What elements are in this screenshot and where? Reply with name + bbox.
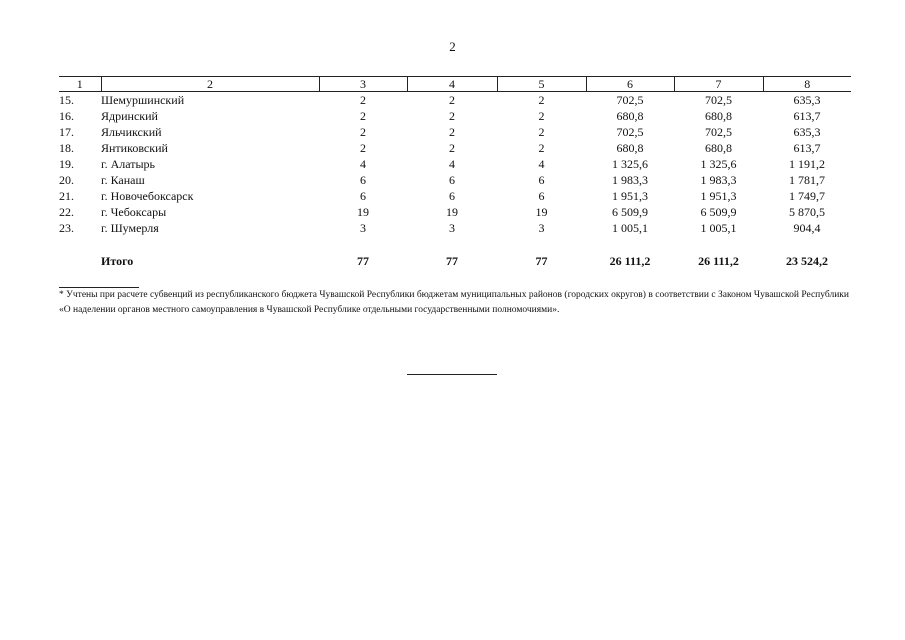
total-c5: 77 (535, 254, 548, 268)
cell-c3: 3 (360, 221, 366, 235)
cell-c4: 2 (449, 141, 455, 155)
table-row (59, 92, 851, 109)
total-c8: 23 524,2 (786, 254, 828, 268)
cell-c3: 4 (360, 157, 366, 171)
row-number: 20. (59, 173, 74, 187)
table-row (59, 172, 851, 188)
total-c7: 26 111,2 (698, 254, 739, 268)
header-cell: 1 (59, 77, 101, 92)
cell-c3: 2 (360, 109, 366, 123)
cell-c6: 1 325,6 (612, 157, 648, 171)
cell-c3: 2 (360, 141, 366, 155)
row-number: 16. (59, 109, 74, 123)
cell-c3: 6 (360, 189, 366, 203)
cell-c3: 2 (360, 125, 366, 139)
cell-c7: 6 509,9 (700, 205, 737, 219)
cell-c3: 2 (360, 93, 366, 107)
row-name: г. Алатырь (101, 157, 156, 171)
row-name: Янтиковский (101, 141, 168, 155)
total-label: Итого (101, 254, 134, 268)
cell-c6: 1 951,3 (612, 189, 648, 203)
header-cell: 6 (586, 77, 674, 92)
cell-c5: 2 (538, 93, 545, 107)
row-name: Яльчикский (101, 125, 162, 139)
table-row (59, 204, 851, 220)
cell-c6: 702,5 (616, 93, 644, 107)
header-cell: 7 (674, 77, 763, 92)
cell-c7: 1 005,1 (700, 221, 737, 235)
cell-c5: 2 (538, 109, 545, 123)
header-cell: 8 (763, 77, 851, 92)
header-cell: 2 (101, 77, 319, 92)
table-row (59, 108, 851, 124)
row-number: 19. (59, 157, 74, 171)
cell-c8: 904,4 (793, 221, 821, 235)
page-number: 2 (449, 39, 456, 54)
cell-c3: 6 (360, 173, 366, 187)
cell-c7: 680,8 (705, 141, 732, 155)
row-number: 22. (59, 205, 74, 219)
row-number: 23. (59, 221, 74, 235)
cell-c6: 1 005,1 (612, 221, 648, 235)
cell-c5: 2 (538, 125, 545, 139)
cell-c4: 6 (449, 189, 455, 203)
row-number: 18. (59, 141, 74, 155)
table-row (59, 140, 851, 156)
cell-c7: 1 983,3 (700, 173, 737, 187)
footnote: * Учтены при расчете субвенций из республиканского бюджета Чувашской Республики бюджетам муниципальных районов (городских округов) в соответствии с Законом Чувашской Республики «О наделении органов местного самоуправления в Чувашской Республике отдельными государственными полномочиями». (59, 290, 849, 315)
cell-c4: 2 (449, 109, 455, 123)
cell-c4: 4 (449, 157, 455, 171)
cell-c6: 1 983,3 (612, 173, 648, 187)
cell-c7: 702,5 (705, 93, 732, 107)
cell-c5: 6 (538, 189, 545, 203)
header-cell: 4 (407, 77, 497, 92)
cell-c5: 4 (538, 157, 545, 171)
cell-c6: 6 509,9 (612, 205, 648, 219)
row-name: Ядринский (101, 109, 158, 123)
total-row (59, 253, 851, 269)
row-name: г. Шумерля (101, 221, 159, 235)
row-number: 21. (59, 189, 74, 203)
cell-c4: 19 (446, 205, 458, 219)
end-divider (407, 374, 497, 375)
cell-c8: 1 781,7 (789, 173, 825, 187)
cell-c6: 680,8 (616, 141, 644, 155)
cell-c4: 6 (449, 173, 455, 187)
cell-c7: 680,8 (705, 109, 732, 123)
table-row (59, 220, 851, 236)
row-name: Шемуршинский (101, 93, 185, 107)
cell-c8: 635,3 (793, 125, 821, 139)
row-name: г. Чебоксары (101, 205, 167, 219)
table-row (59, 124, 851, 140)
cell-c7: 1 325,6 (700, 157, 737, 171)
cell-c5: 2 (538, 141, 545, 155)
row-number: 15. (59, 93, 74, 107)
cell-c8: 1 191,2 (789, 157, 825, 171)
total-c3: 77 (357, 254, 369, 268)
total-c6: 26 111,2 (609, 254, 651, 268)
cell-c4: 3 (449, 221, 455, 235)
data-table (59, 76, 851, 269)
row-name: г. Канаш (101, 173, 145, 187)
cell-c8: 613,7 (793, 109, 821, 123)
cell-c6: 680,8 (616, 109, 644, 123)
header-cell: 3 (319, 77, 407, 92)
cell-c6: 702,5 (616, 125, 644, 139)
table-body (59, 92, 851, 270)
cell-c8: 5 870,5 (789, 205, 825, 219)
row-number: 17. (59, 125, 74, 139)
total-c4: 77 (446, 254, 458, 268)
cell-c8: 613,7 (793, 141, 821, 155)
cell-c5: 19 (535, 205, 548, 219)
table-row (59, 188, 851, 204)
spacer-row (59, 236, 851, 253)
cell-c7: 702,5 (705, 125, 732, 139)
cell-c3: 19 (357, 205, 369, 219)
row-name: г. Новочебоксарск (101, 189, 194, 203)
cell-c8: 1 749,7 (789, 189, 825, 203)
cell-c4: 2 (449, 93, 455, 107)
cell-c5: 3 (538, 221, 545, 235)
cell-c8: 635,3 (793, 93, 821, 107)
total-empty-cell (59, 253, 101, 269)
cell-c4: 2 (449, 125, 455, 139)
header-row (59, 77, 851, 92)
header-cell: 5 (497, 77, 586, 92)
cell-c7: 1 951,3 (700, 189, 737, 203)
table-row (59, 156, 851, 172)
cell-c5: 6 (538, 173, 545, 187)
